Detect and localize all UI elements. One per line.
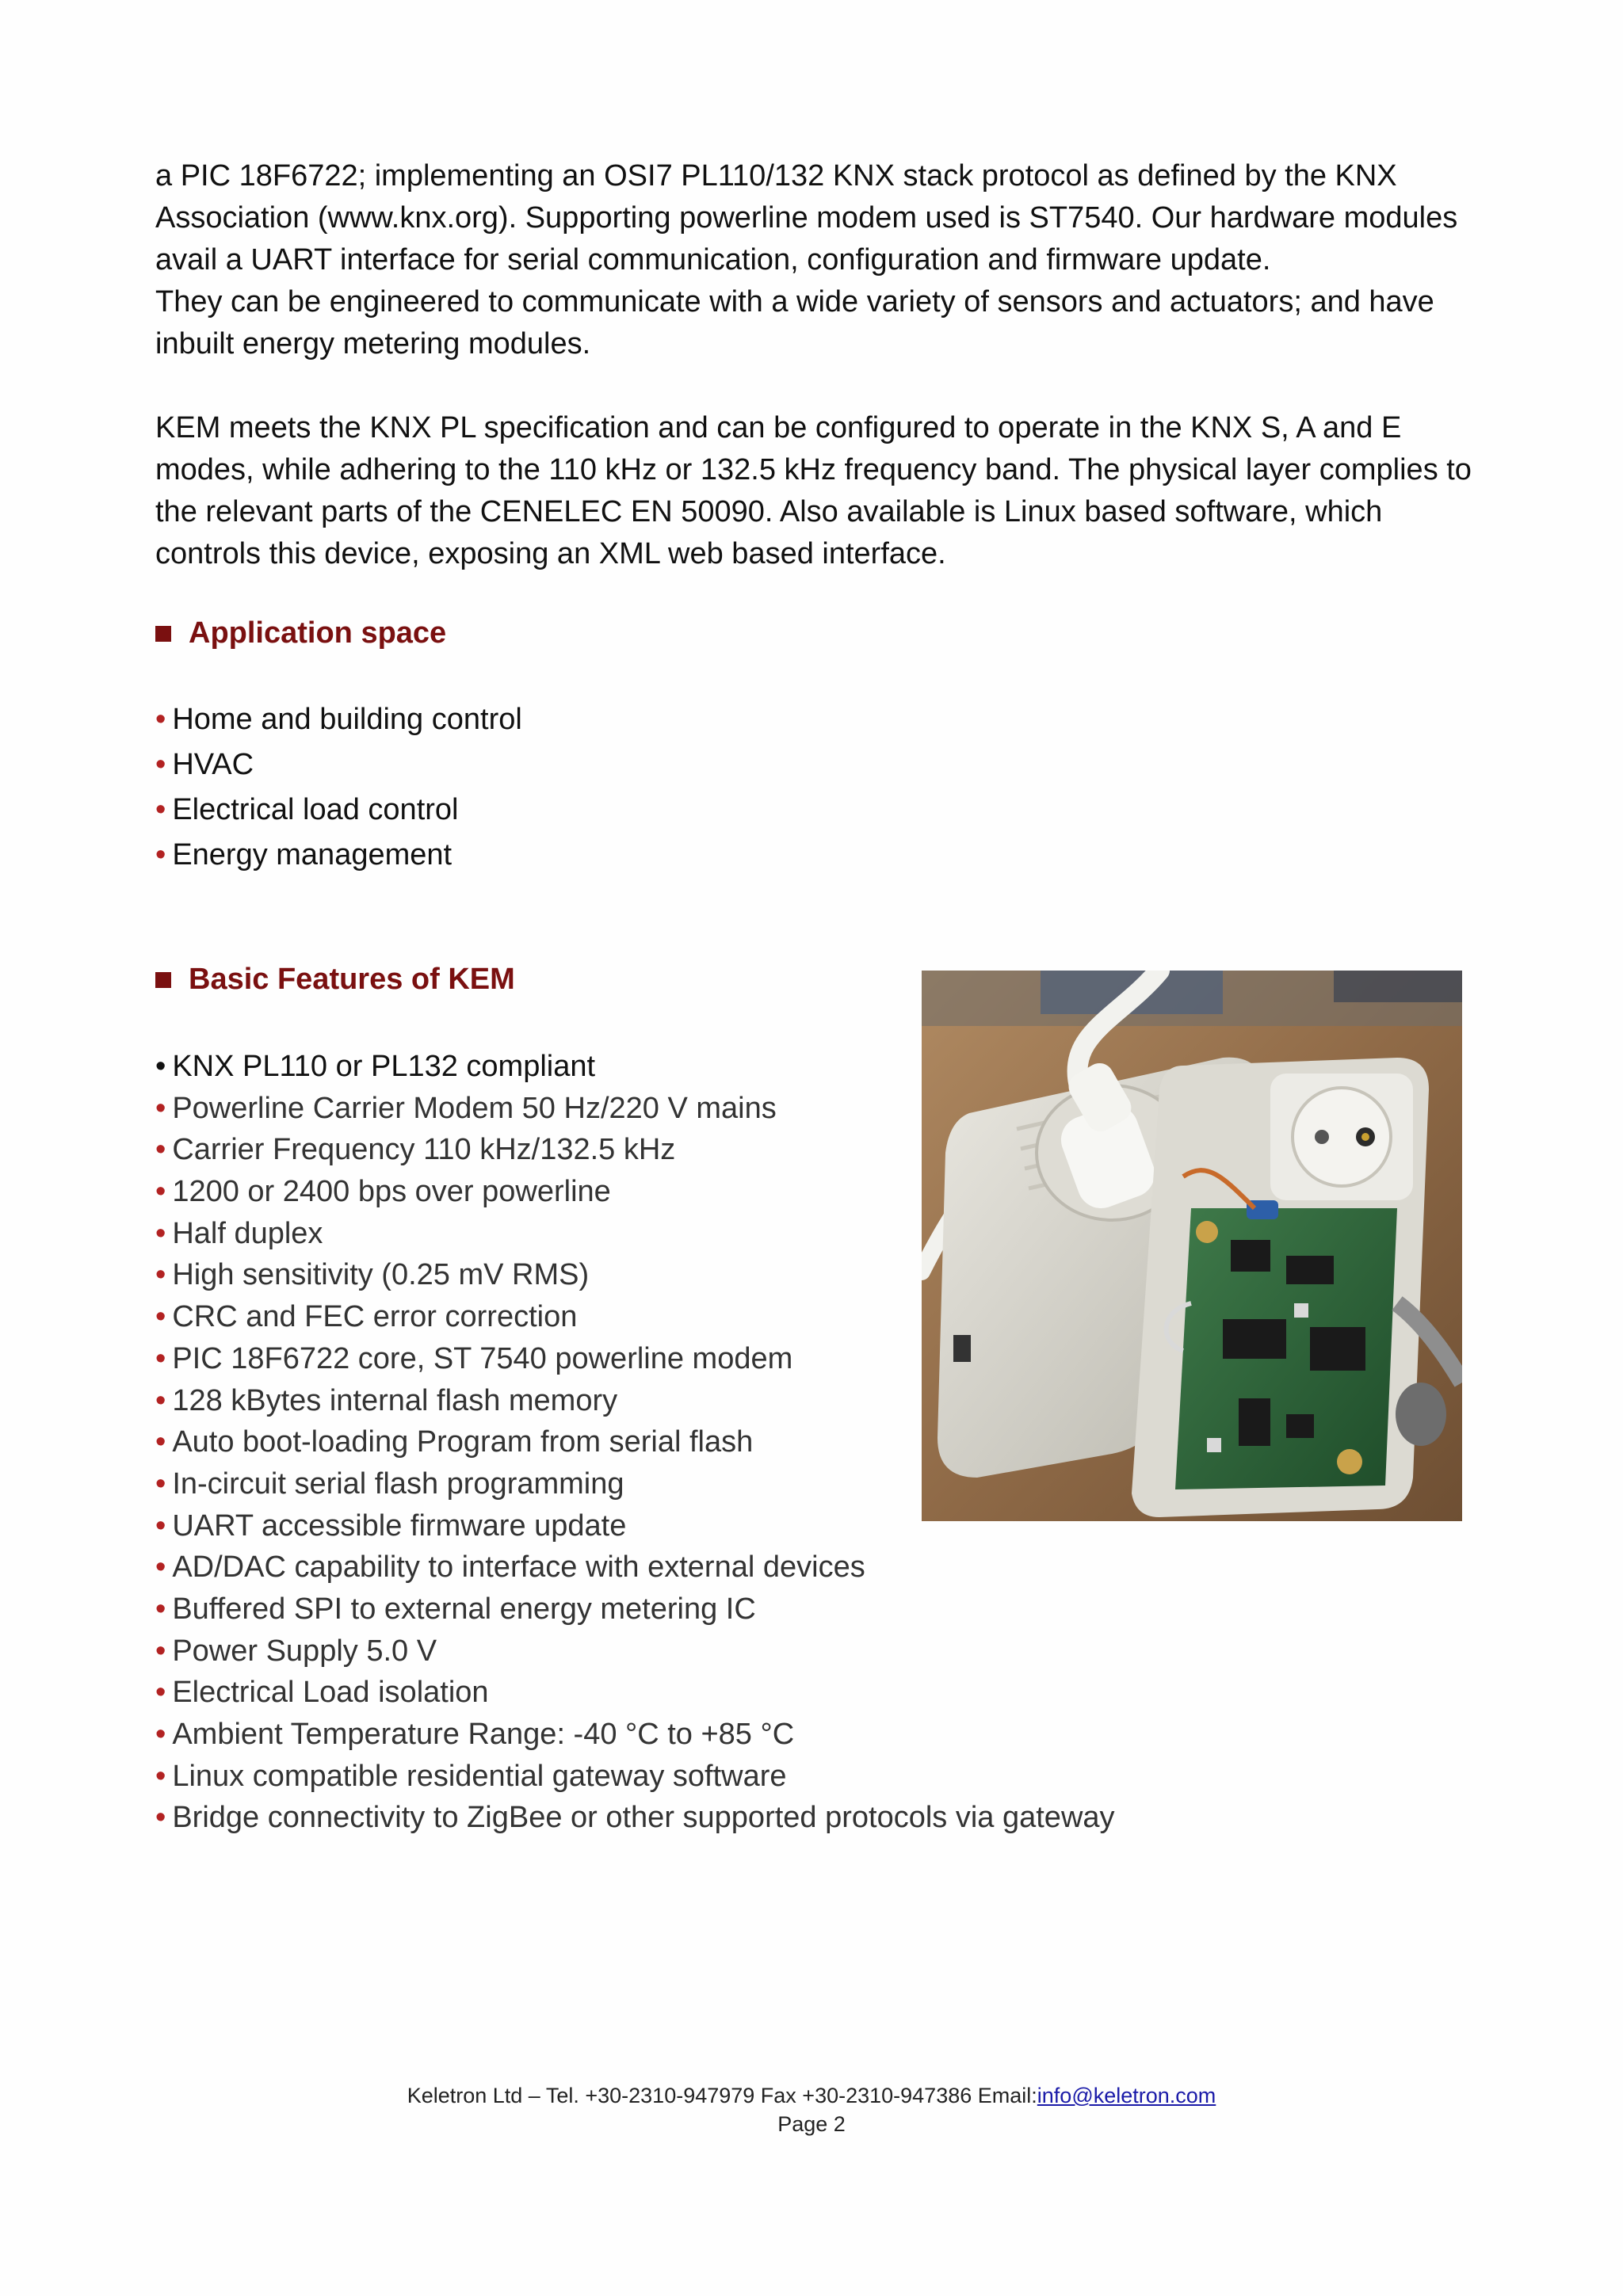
list-item: • HVAC: [155, 748, 254, 781]
kem-device-photo: [922, 971, 1462, 1521]
dot-bullet-icon: •: [155, 1676, 166, 1710]
kem-paragraph: [155, 407, 1503, 575]
list-item: • Energy management: [155, 838, 453, 871]
list-item: • AD/DAC capability to interface with external devices: [155, 1550, 865, 1585]
dot-bullet-icon: •: [155, 838, 166, 871]
dot-bullet-icon: •: [155, 1133, 166, 1167]
kem-line: KEM meets the KNX PL specification and can be configured to operate in the KNX S, A and E: [155, 411, 1402, 444]
list-item: • Half duplex: [155, 1216, 323, 1250]
dot-bullet-icon: •: [155, 1634, 166, 1668]
intro-paragraph: [155, 155, 1503, 365]
square-bullet-icon: [155, 626, 171, 642]
list-item: • High sensitivity (0.25 mV RMS): [155, 1258, 590, 1292]
dot-bullet-icon: •: [155, 1425, 166, 1459]
basic-features-title: Basic Features of KEM: [189, 963, 515, 996]
list-item: • Bridge connectivity to ZigBee or other supported protocols via gateway: [155, 1801, 1115, 1835]
kem-line: the relevant parts of the CENELEC EN 50090. Also available is Linux based software, which: [155, 495, 1383, 528]
list-item: • PIC 18F6722 core, ST 7540 powerline modem: [155, 1341, 793, 1375]
list-item: • Linux compatible residential gateway software: [155, 1759, 787, 1793]
kem-line: modes, while adhering to the 110 kHz or 132.5 kHz frequency band. The physical layer complies to: [155, 453, 1472, 486]
list-item: • KNX PL110 or PL132 compliant: [155, 1050, 596, 1083]
page-number-text: Page 2: [777, 2112, 846, 2136]
dot-bullet-icon: •: [155, 1508, 166, 1543]
list-item: • CRC and FEC error correction: [155, 1300, 578, 1334]
dot-bullet-icon: •: [155, 1258, 166, 1292]
dot-bullet-icon: •: [155, 748, 166, 781]
dot-bullet-icon: •: [155, 1718, 166, 1751]
list-item: • Auto boot-loading Program from serial flash: [155, 1425, 754, 1459]
application-list: [155, 697, 522, 878]
basic-features-heading: [155, 963, 515, 997]
dot-bullet-icon: •: [155, 1759, 166, 1793]
page-number: [0, 2112, 1623, 2137]
application-space-title: Application space: [189, 616, 447, 650]
intro-line: inbuilt energy metering modules.: [155, 327, 591, 360]
dot-bullet-icon: •: [155, 1341, 166, 1375]
application-space-heading: [155, 616, 446, 650]
list-item: • 128 kBytes internal flash memory: [155, 1383, 618, 1417]
dot-bullet-icon: •: [155, 1383, 166, 1417]
kem-line: controls this device, exposing an XML web based interface.: [155, 537, 946, 570]
dot-bullet-icon: •: [155, 1175, 166, 1209]
dot-bullet-icon: •: [155, 793, 166, 826]
intro-line: a PIC 18F6722; implementing an OSI7 PL110/132 KNX stack protocol as defined by the KNX: [155, 159, 1397, 193]
list-item: • Powerline Carrier Modem 50 Hz/220 V mains: [155, 1091, 777, 1125]
intro-line: avail a UART interface for serial communication, configuration and firmware update.: [155, 243, 1271, 277]
list-item: • Carrier Frequency 110 kHz/132.5 kHz: [155, 1133, 676, 1167]
intro-line: Association (www.knx.org). Supporting powerline modem used is ST7540. Our hardware modules: [155, 201, 1458, 235]
dot-bullet-icon: •: [155, 1091, 166, 1125]
square-bullet-icon: [155, 972, 171, 988]
list-item: • Electrical Load isolation: [155, 1676, 489, 1710]
email-link[interactable]: info@keletron.com: [1037, 2084, 1216, 2107]
footer-contact: [0, 2084, 1623, 2108]
dot-bullet-icon: •: [155, 1466, 166, 1501]
list-item: • Home and building control: [155, 703, 522, 736]
list-item: • Buffered SPI to external energy metering IC: [155, 1592, 756, 1626]
list-item: • Electrical load control: [155, 793, 459, 826]
intro-line: They can be engineered to communicate with a wide variety of sensors and actuators; and have: [155, 285, 1434, 318]
list-item: • Power Supply 5.0 V: [155, 1634, 437, 1668]
dot-bullet-icon: •: [155, 1592, 166, 1626]
dot-bullet-icon: •: [155, 703, 166, 736]
list-item: • In-circuit serial flash programming: [155, 1466, 624, 1501]
list-item: • Ambient Temperature Range: -40 °C to +85 °C: [155, 1718, 795, 1751]
dot-bullet-icon: •: [155, 1801, 166, 1835]
dot-bullet-icon: •: [155, 1050, 166, 1083]
footer-contact-text: Keletron Ltd – Tel. +30-2310-947979 Fax +30-2310-947386 Email:: [407, 2084, 1037, 2107]
dot-bullet-icon: •: [155, 1300, 166, 1334]
list-item: • 1200 or 2400 bps over powerline: [155, 1175, 611, 1209]
dot-bullet-icon: •: [155, 1550, 166, 1585]
dot-bullet-icon: •: [155, 1216, 166, 1250]
list-item: • UART accessible firmware update: [155, 1508, 627, 1543]
